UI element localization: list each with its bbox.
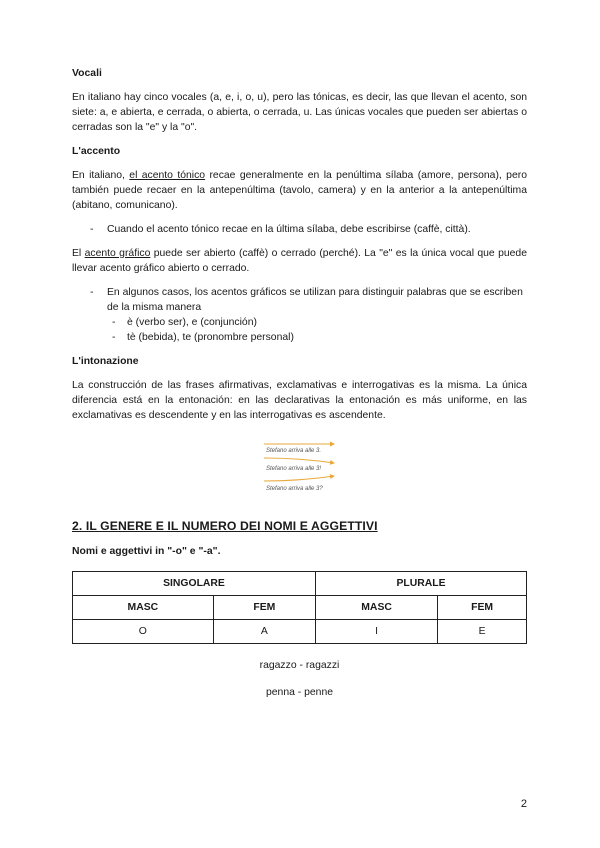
descending-arrow [264, 458, 334, 463]
intonation-figure [260, 437, 340, 495]
figure-line: Stefano arriva alle 3? [265, 486, 323, 492]
figure-line: Stefano arriva alle 3. [265, 448, 321, 454]
table-cell: A [213, 620, 315, 644]
list-item: - Cuando el acento tónico recae en la última sílaba, debe escribirse (caffè, città). [90, 224, 471, 235]
section-title: 2. IL GENERE E IL NUMERO DEI NOMI E AGGETTIVI [72, 519, 378, 533]
link-acento-grafico[interactable]: acento gráfico [84, 248, 151, 259]
link-acento-tonico[interactable]: el acento tónico [129, 170, 206, 181]
example-line: penna - penne [265, 687, 334, 698]
sub-list-item: - è (verbo ser), e (conjunción) [112, 317, 257, 328]
ascending-arrow [264, 476, 334, 481]
header-plurale: PLURALE [315, 572, 526, 596]
document-page [72, 66, 527, 700]
figure-line: Stefano arriva alle 3! [265, 466, 321, 472]
header-singolare: SINGOLARE [73, 572, 316, 596]
heading-accento: L'accento [72, 146, 121, 157]
col-header: MASC [315, 596, 437, 620]
table-cell: O [73, 620, 214, 644]
table-cell: I [315, 620, 437, 644]
section-subtitle: Nomi e aggettivi in "-o" e "-a". [72, 546, 221, 557]
col-header: FEM [438, 596, 527, 620]
col-header: MASC [73, 596, 214, 620]
paragraph-intonazione: La construcción de las frases afirmativas, exclamativas e interrogativas es la misma. La única diferencia está en la entonación: en las declarativas la entonación es más uniforme, en las exclamativas es descendente y en las interrogativas es ascendente. [72, 380, 527, 421]
gender-number-table [72, 571, 527, 644]
col-header: FEM [213, 596, 315, 620]
table-row [73, 620, 527, 644]
heading-vocali: Vocali [72, 68, 102, 79]
page-number: 2 [520, 798, 527, 810]
heading-intonazione: L'intonazione [72, 356, 139, 367]
example-line: ragazzo - ragazzi [259, 660, 340, 671]
paragraph-acento-grafico: El acento gráfico puede ser abierto (caffè) o cerrado (perché). La "e" es la única vocal que puede llevar acento gráfico abierto o cerrado. [72, 248, 527, 274]
paragraph-vocali: En italiano hay cinco vocales (a, e, i, o, u), pero las tónicas, es decir, las que llevan el acento, son siete: a, e abierta, e cerrada, o abierta, o cerrada, u. Las únicas vocales que pueden ser abiertas o cerradas son la "e" y la "o". [72, 92, 527, 133]
list-item: - En algunos casos, los acentos gráficos se utilizan para distinguir palabras que se escriben de la misma manera [90, 287, 523, 313]
paragraph-acento-tonico: En italiano, el acento tónico recae generalmente en la penúltima sílaba (amore, persona), pero también puede recaer en la antepenúltima (tavolo, camera) y en la anterior a la antepenúltima (abitano, comunicano). [72, 170, 527, 211]
sub-list-item: - tè (bebida), te (pronombre personal) [112, 332, 294, 343]
table-cell: E [438, 620, 527, 644]
